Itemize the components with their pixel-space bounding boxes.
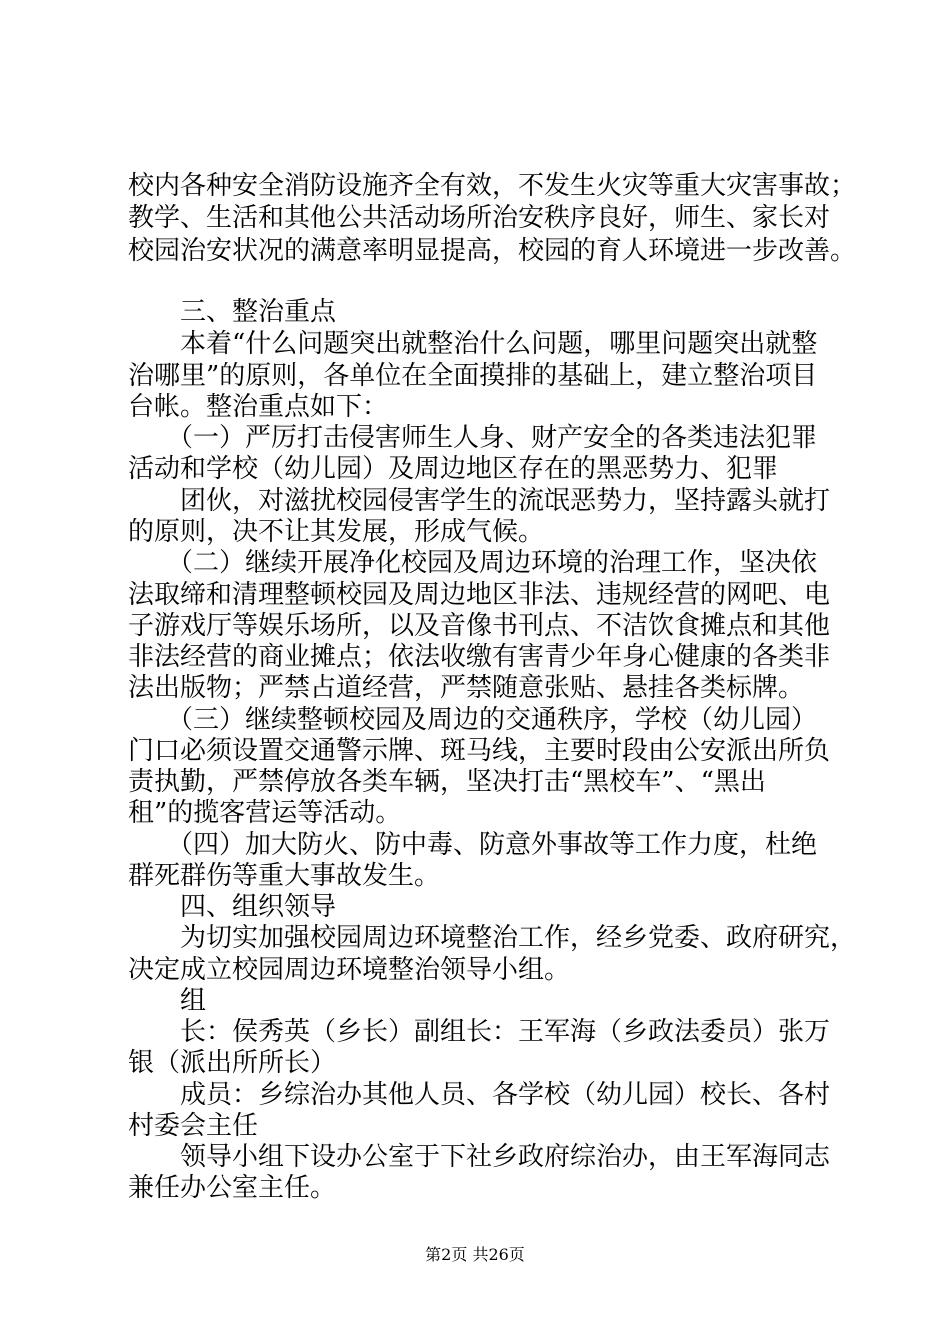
section-heading: 四、组织领导 bbox=[128, 892, 337, 922]
body-line: 校内各种安全消防设施齐全有效，不发生火灾等重大灾害事故； bbox=[128, 171, 857, 201]
body-line: 群死群伤等重大事故发生。 bbox=[128, 861, 441, 891]
body-line: 本着“什么问题突出就整治什么问题，哪里问题突出就整 bbox=[128, 329, 818, 359]
body-line: 决定成立校园周边环境整治领导小组。 bbox=[128, 955, 571, 985]
body-line: 租”的揽客营运等活动。 bbox=[128, 798, 402, 828]
body-line: 治哪里”的原则，各单位在全面摸排的基础上，建立整治项目 bbox=[128, 361, 818, 391]
body-line: （二）继续开展净化校园及周边环境的治理工作，坚决依 bbox=[128, 548, 818, 578]
body-line: （一）严厉打击侵害师生人身、财产安全的各类违法犯罪 bbox=[128, 423, 818, 453]
body-line: 非法经营的商业摊点；依法收缴有害青少年身心健康的各类非 bbox=[128, 642, 831, 672]
body-line: 校园治安状况的满意率明显提高，校园的育人环境进一步改善。 bbox=[128, 236, 857, 266]
body-line: 团伙，对滋扰校园侵害学生的流氓恶势力，坚持露头就打 bbox=[128, 486, 831, 516]
body-line: 为切实加强校园周边环境整治工作，经乡党委、政府研究， bbox=[128, 923, 857, 953]
body-line: 子游戏厅等娱乐场所，以及音像书刊点、不洁饮食摊点和其他 bbox=[128, 611, 831, 641]
body-line: 兼任办公室主任。 bbox=[128, 1173, 337, 1203]
body-line: （三）继续整顿校园及周边的交通秩序，学校（幼儿园） bbox=[128, 705, 818, 735]
body-line: 教学、生活和其他公共活动场所治安秩序良好，师生、家长对 bbox=[128, 203, 831, 233]
body-line: 村委会主任 bbox=[128, 1111, 259, 1141]
body-line: 活动和学校（幼儿园）及周边地区存在的黑恶势力、犯罪 bbox=[128, 454, 779, 484]
body-line: 法取缔和清理整顿校园及周边地区非法、违规经营的网吧、电 bbox=[128, 580, 831, 610]
body-line: 长：侯秀英（乡长）副组长：王军海（乡政法委员）张万 bbox=[128, 1017, 831, 1047]
body-line: （四）加大防火、防中毒、防意外事故等工作力度，杜绝 bbox=[128, 830, 818, 860]
page-number-footer: 第2页 共26页 bbox=[425, 1245, 525, 1264]
body-line: 银（派出所所长） bbox=[128, 1048, 337, 1078]
body-line: 成员：乡综治办其他人员、各学校（幼儿园）校长、各村 bbox=[128, 1080, 831, 1110]
body-line: 责执勤，严禁停放各类车辆，坚决打击“黑校车”、“黑出 bbox=[128, 767, 766, 797]
body-line: 组 bbox=[128, 986, 207, 1016]
section-heading: 三、整治重点 bbox=[128, 297, 337, 327]
body-line: 台帐。整治重点如下： bbox=[128, 392, 389, 422]
body-line: 门口必须设置交通警示牌、斑马线，主要时段由公安派出所负 bbox=[128, 736, 831, 766]
body-line: 的原则，决不让其发展，形成气候。 bbox=[128, 517, 545, 547]
body-line: 法出版物；严禁占道经营，严禁随意张贴、悬挂各类标牌。 bbox=[128, 673, 805, 703]
body-line: 领导小组下设办公室于下社乡政府综治办，由王军海同志 bbox=[128, 1142, 831, 1172]
